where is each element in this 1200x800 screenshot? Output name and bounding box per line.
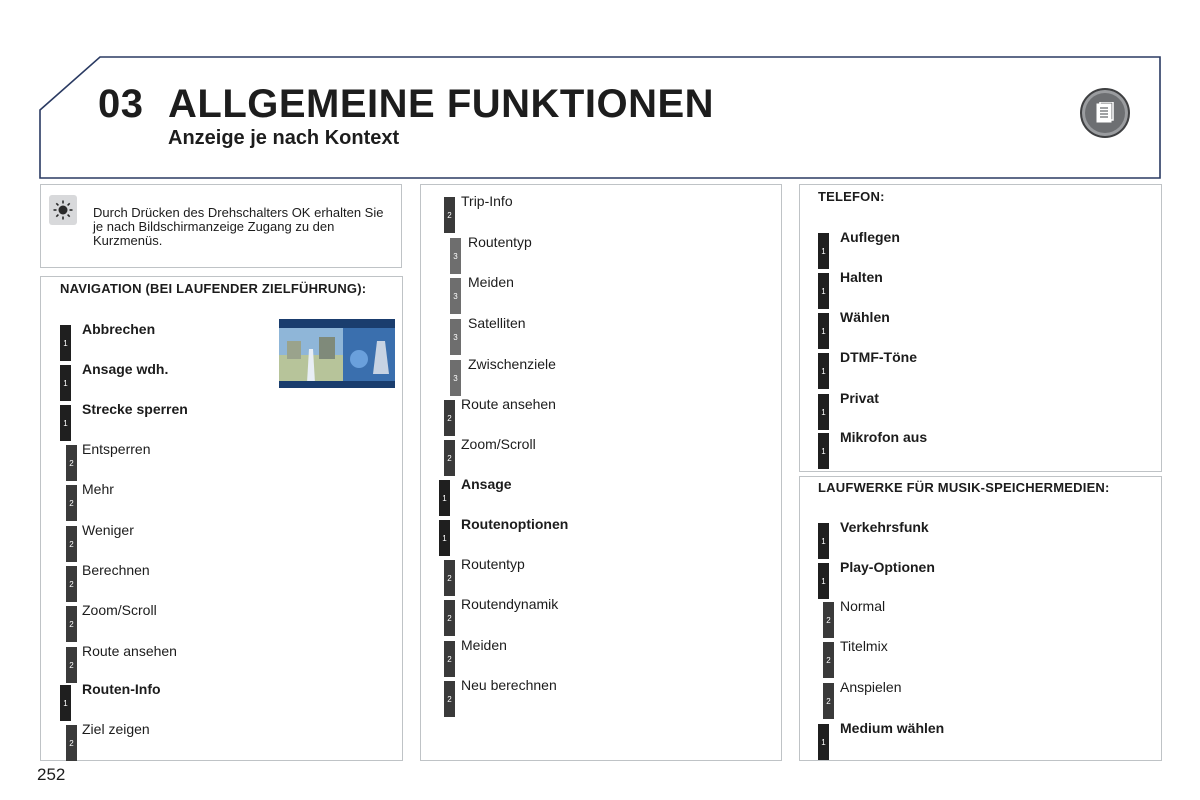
intro-panel	[40, 184, 402, 268]
menu-level-badge: 2	[66, 606, 77, 642]
menu-item-label: Normal	[840, 598, 886, 614]
menu-item-label: Ziel zeigen	[82, 721, 150, 737]
chapter-subtitle: Anzeige je nach Kontext	[168, 127, 400, 149]
intro-text: Durch Drücken des Drehschalters OK erhalten Sie je nach Bildschirmanzeige Zugang zu den Kurzmenüs.	[93, 205, 384, 248]
menu-level-badge: 2	[823, 602, 834, 638]
menu-level-badge: 2	[444, 600, 455, 636]
menu-level-badge: 1	[439, 520, 450, 556]
menu-level-badge: 3	[450, 278, 461, 314]
menu-item-label: Zoom/Scroll	[82, 602, 157, 618]
menu-item-label: Routentyp	[461, 556, 525, 572]
menu-item-label: Routen-Info	[82, 681, 161, 697]
menu-level-badge: 2	[66, 485, 77, 521]
menu-item-label: Routendynamik	[461, 596, 559, 612]
menu-level-badge: 1	[818, 394, 829, 430]
menu-item-label: Mikrofon aus	[840, 429, 928, 445]
menu-level-badge: 1	[60, 685, 71, 721]
menu-level-badge: 1	[818, 433, 829, 469]
menu-item-label: Meiden	[461, 637, 507, 653]
menu-level-badge: 1	[818, 313, 829, 349]
menu-item-label: Zwischenziele	[468, 356, 556, 372]
menu-level-badge: 3	[450, 238, 461, 274]
menu-level-badge: 1	[818, 233, 829, 269]
menu-item-label: Ansage	[461, 476, 512, 492]
menu-level-badge: 1	[818, 563, 829, 599]
menu-item-label: Routentyp	[468, 234, 532, 250]
menu-item-label: Wählen	[840, 309, 890, 325]
menu-item-label: Entsperren	[82, 441, 151, 457]
menu-level-badge: 1	[60, 365, 71, 401]
menu-level-badge: 2	[66, 566, 77, 602]
menu-level-badge: 2	[444, 641, 455, 677]
menu-level-badge: 2	[66, 647, 77, 683]
menu-level-badge: 1	[818, 523, 829, 559]
menu-level-badge: 1	[818, 724, 829, 760]
menu-level-badge: 2	[823, 642, 834, 678]
menu-item-label: Titelmix	[840, 638, 888, 654]
menu-level-badge: 2	[444, 197, 455, 233]
menu-item-label: Auflegen	[840, 229, 900, 245]
menu-level-badge: 2	[444, 440, 455, 476]
page-number: 252	[37, 765, 66, 784]
menu-item-label: Neu berechnen	[461, 677, 557, 693]
menu-level-badge: 3	[450, 319, 461, 355]
menu-item-label: Ansage wdh.	[82, 361, 169, 377]
menu-level-badge: 3	[450, 360, 461, 396]
menu-item-label: Weniger	[82, 522, 134, 538]
telefon-heading: TELEFON:	[818, 189, 885, 204]
menu-level-badge: 2	[444, 400, 455, 436]
navigation-screen-thumbnail	[279, 319, 395, 388]
menu-level-badge: 2	[66, 725, 77, 761]
menu-item-label: Privat	[840, 390, 879, 406]
menu-level-badge: 1	[60, 325, 71, 361]
menu-level-badge: 1	[818, 273, 829, 309]
menu-item-label: Halten	[840, 269, 883, 285]
media-heading: LAUFWERKE FÜR MUSIK-SPEICHERMEDIEN:	[818, 480, 1110, 495]
menu-item-label: Mehr	[82, 481, 114, 497]
menu-item-label: Satelliten	[468, 315, 526, 331]
menu-item-label: Medium wählen	[840, 720, 945, 736]
menu-item-label: Play-Optionen	[840, 559, 935, 575]
menu-item-label: Trip-Info	[461, 193, 513, 209]
menu-level-badge: 2	[823, 683, 834, 719]
menu-level-badge: 1	[818, 353, 829, 389]
menu-item-label: Route ansehen	[461, 396, 556, 412]
menu-level-badge: 1	[60, 405, 71, 441]
menu-level-badge: 2	[66, 526, 77, 562]
chapter-number: 03	[98, 82, 144, 126]
menu-item-label: Berechnen	[82, 562, 150, 578]
route-menu-panel	[420, 184, 782, 761]
menu-level-badge: 1	[439, 480, 450, 516]
menu-item-label: Route ansehen	[82, 643, 177, 659]
menu-level-badge: 2	[444, 681, 455, 717]
menu-item-label: Meiden	[468, 274, 514, 290]
menu-item-label: Abbrechen	[82, 321, 156, 337]
menu-item-label: Strecke sperren	[82, 401, 188, 417]
book-icon	[1080, 88, 1130, 138]
menu-level-badge: 2	[66, 445, 77, 481]
menu-item-label: Routenoptionen	[461, 516, 569, 532]
chapter-title: ALLGEMEINE FUNKTIONEN	[168, 82, 715, 126]
menu-item-label: Zoom/Scroll	[461, 436, 536, 452]
menu-item-label: Anspielen	[840, 679, 902, 695]
dial-knob-icon	[49, 195, 77, 225]
menu-item-label: Verkehrsfunk	[840, 519, 929, 535]
menu-item-label: DTMF-Töne	[840, 349, 917, 365]
menu-level-badge: 2	[444, 560, 455, 596]
navigation-heading: NAVIGATION (BEI LAUFENDER ZIELFÜHRUNG):	[60, 281, 367, 296]
